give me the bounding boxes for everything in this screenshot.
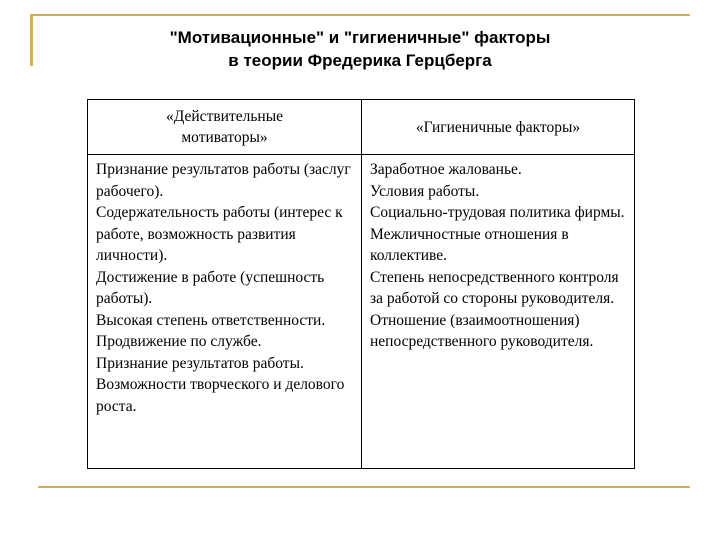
header-hygiene bbox=[362, 100, 635, 155]
hygiene-item: Отношение (взаимоотношения) непосредственного руководителя. bbox=[370, 311, 594, 350]
header-motivators-line-1: «Действительные bbox=[166, 108, 283, 125]
motivators-cell bbox=[88, 155, 362, 469]
herzberg-factors-table bbox=[87, 99, 635, 469]
decorative-top-line bbox=[30, 14, 690, 16]
table-body-row bbox=[88, 155, 635, 469]
hygiene-cell bbox=[362, 155, 635, 469]
motivator-item: Высокая степень ответственности. bbox=[96, 311, 326, 329]
hygiene-item: Степень непосредственного контроля за работой со стороны руководителя. bbox=[370, 268, 619, 307]
hygiene-item: Межличностные отношения в коллективе. bbox=[370, 225, 569, 264]
header-motivators-line-2: мотиваторы» bbox=[181, 129, 268, 146]
motivator-item: Достижение в работе (успешность работы). bbox=[96, 268, 325, 307]
motivator-item: Признание результатов работы. bbox=[96, 354, 304, 372]
motivator-item: Содержательность работы (интерес к работе, возможность развития личности). bbox=[96, 204, 343, 264]
hygiene-item: Социально-трудовая политика фирмы. bbox=[370, 204, 625, 221]
hygiene-item: Условия работы. bbox=[370, 182, 480, 200]
motivator-item: Возможности творческого и делового роста. bbox=[96, 376, 345, 415]
slide-title bbox=[60, 26, 660, 72]
hygiene-item: Заработное жалованье. bbox=[370, 161, 522, 178]
motivator-item: Признание результатов работы (заслуг рабочего). bbox=[96, 161, 351, 200]
decorative-vertical-line bbox=[30, 14, 33, 66]
motivator-item: Продвижение по службе. bbox=[96, 333, 262, 350]
table-header-row bbox=[88, 100, 635, 155]
title-line-1: "Мотивационные" и "гигиеничные" факторы bbox=[169, 28, 551, 47]
header-hygiene-line-1: «Гигиеничные факторы» bbox=[415, 118, 581, 136]
title-line-2: в теории Фредерика Герцберга bbox=[228, 51, 492, 70]
header-motivators bbox=[88, 100, 362, 155]
decorative-bottom-line bbox=[38, 486, 690, 488]
